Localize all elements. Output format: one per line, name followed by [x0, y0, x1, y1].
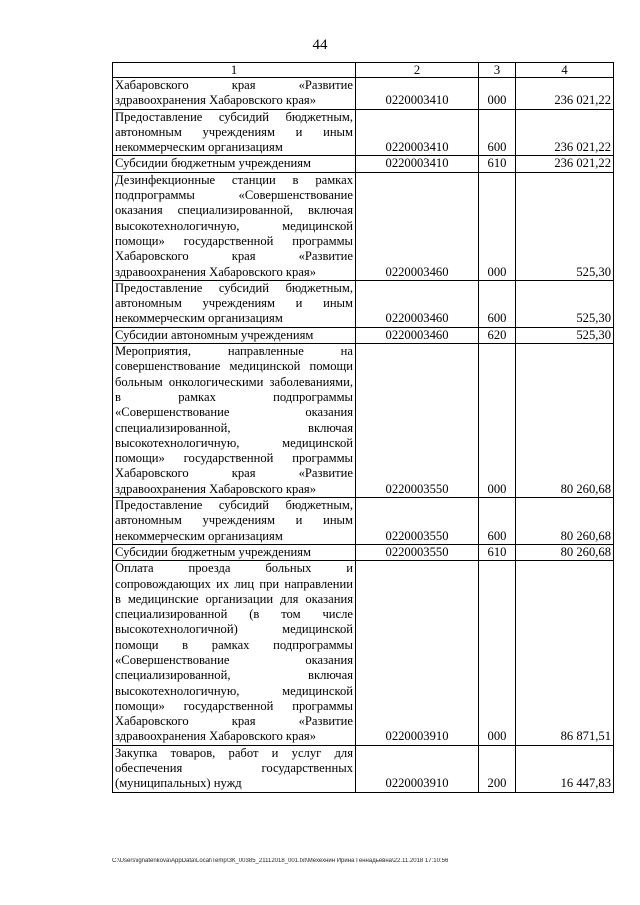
- row-description: Субсидии бюджетным учреждениям: [113, 544, 356, 560]
- column-header-2: 2: [356, 63, 479, 78]
- row-amount: 80 260,68: [516, 544, 614, 560]
- column-header-3: 3: [479, 63, 516, 78]
- row-target-code: 0220003910: [356, 561, 479, 746]
- table-row: [113, 280, 614, 327]
- row-target-code: 0220003410: [356, 109, 479, 156]
- row-expense-type: 000: [479, 344, 516, 498]
- row-expense-type: 000: [479, 172, 516, 280]
- file-path-footer: C:\Users\ignatenkova\AppData\Local\Temp\ЗК_00385_21112018_001.txt\Мехехнин Ирина Геннадьевна\22.11.2018 17:10:56: [112, 858, 449, 864]
- row-expense-type: 600: [479, 280, 516, 327]
- row-expense-type: 000: [479, 561, 516, 746]
- row-target-code: 0220003460: [356, 327, 479, 343]
- row-expense-type: 610: [479, 156, 516, 172]
- row-description: Хабаровского края «Развитие здравоохранения Хабаровского края»: [113, 78, 356, 110]
- column-header-1: 1: [113, 63, 356, 78]
- row-amount: 16 447,83: [516, 745, 614, 792]
- table-row: [113, 344, 614, 498]
- row-description: Оплата проезда больных и сопровождающих их лиц при направлении в медицинские организации для оказания специализированной (в том числе высокотехнологичной) медицинской помощи в рамках подпрограммы «Совершенствование оказания специализированной, включая высокотехнологичную, медицинской помощи» государственной программы Хабаровского края «Развитие здравоохранения Хабаровского края»: [113, 561, 356, 746]
- row-description: Субсидии автономным учреждениям: [113, 327, 356, 343]
- row-target-code: 0220003550: [356, 544, 479, 560]
- row-amount: 525,30: [516, 280, 614, 327]
- table-row: [113, 156, 614, 172]
- row-target-code: 0220003460: [356, 172, 479, 280]
- row-description: Закупка товаров, работ и услуг для обеспечения государственных (муниципальных) нужд: [113, 745, 356, 792]
- row-expense-type: 620: [479, 327, 516, 343]
- row-amount: 525,30: [516, 172, 614, 280]
- table-row: [113, 745, 614, 792]
- column-header-4: 4: [516, 63, 614, 78]
- row-target-code: 0220003910: [356, 745, 479, 792]
- budget-table: [112, 62, 614, 793]
- row-target-code: 0220003550: [356, 498, 479, 545]
- row-description: Предоставление субсидий бюджетным, автономным учреждениям и иным некоммерческим организациям: [113, 280, 356, 327]
- row-description: Предоставление субсидий бюджетным, автономным учреждениям и иным некоммерческим организациям: [113, 109, 356, 156]
- table-row: [113, 544, 614, 560]
- table-row: [113, 109, 614, 156]
- row-target-code: 0220003550: [356, 344, 479, 498]
- row-amount: 80 260,68: [516, 498, 614, 545]
- row-description: Предоставление субсидий бюджетным, автономным учреждениям и иным некоммерческим организациям: [113, 498, 356, 545]
- row-amount: 86 871,51: [516, 561, 614, 746]
- row-amount: 236 021,22: [516, 156, 614, 172]
- page-number: 44: [312, 37, 328, 53]
- row-amount: 236 021,22: [516, 78, 614, 110]
- row-amount: 80 260,68: [516, 344, 614, 498]
- table-row: [113, 561, 614, 746]
- row-expense-type: 000: [479, 78, 516, 110]
- table-row: [113, 78, 614, 110]
- table-header-row: [113, 63, 614, 78]
- row-expense-type: 600: [479, 498, 516, 545]
- row-amount: 525,30: [516, 327, 614, 343]
- row-description: Дезинфекционные станции в рамках подпрограммы «Совершенствование оказания специализированной, включая высокотехнологичную, медицинской помощи» государственной программы Хабаровского края «Развитие здравоохранения Хабаровского края»: [113, 172, 356, 280]
- row-description: Мероприятия, направленные на совершенствование медицинской помощи больным онкологическими заболеваниями, в рамках подпрограммы «Совершенствование оказания специализированной, включая высокотехнологичную, медицинской помощи» государственной программы Хабаровского края «Развитие здравоохранения Хабаровского края»: [113, 344, 356, 498]
- row-amount: 236 021,22: [516, 109, 614, 156]
- table-row: [113, 498, 614, 545]
- row-expense-type: 600: [479, 109, 516, 156]
- row-description: Субсидии бюджетным учреждениям: [113, 156, 356, 172]
- row-target-code: 0220003460: [356, 280, 479, 327]
- row-expense-type: 610: [479, 544, 516, 560]
- row-target-code: 0220003410: [356, 78, 479, 110]
- table-row: [113, 327, 614, 343]
- row-expense-type: 200: [479, 745, 516, 792]
- row-target-code: 0220003410: [356, 156, 479, 172]
- table-row: [113, 172, 614, 280]
